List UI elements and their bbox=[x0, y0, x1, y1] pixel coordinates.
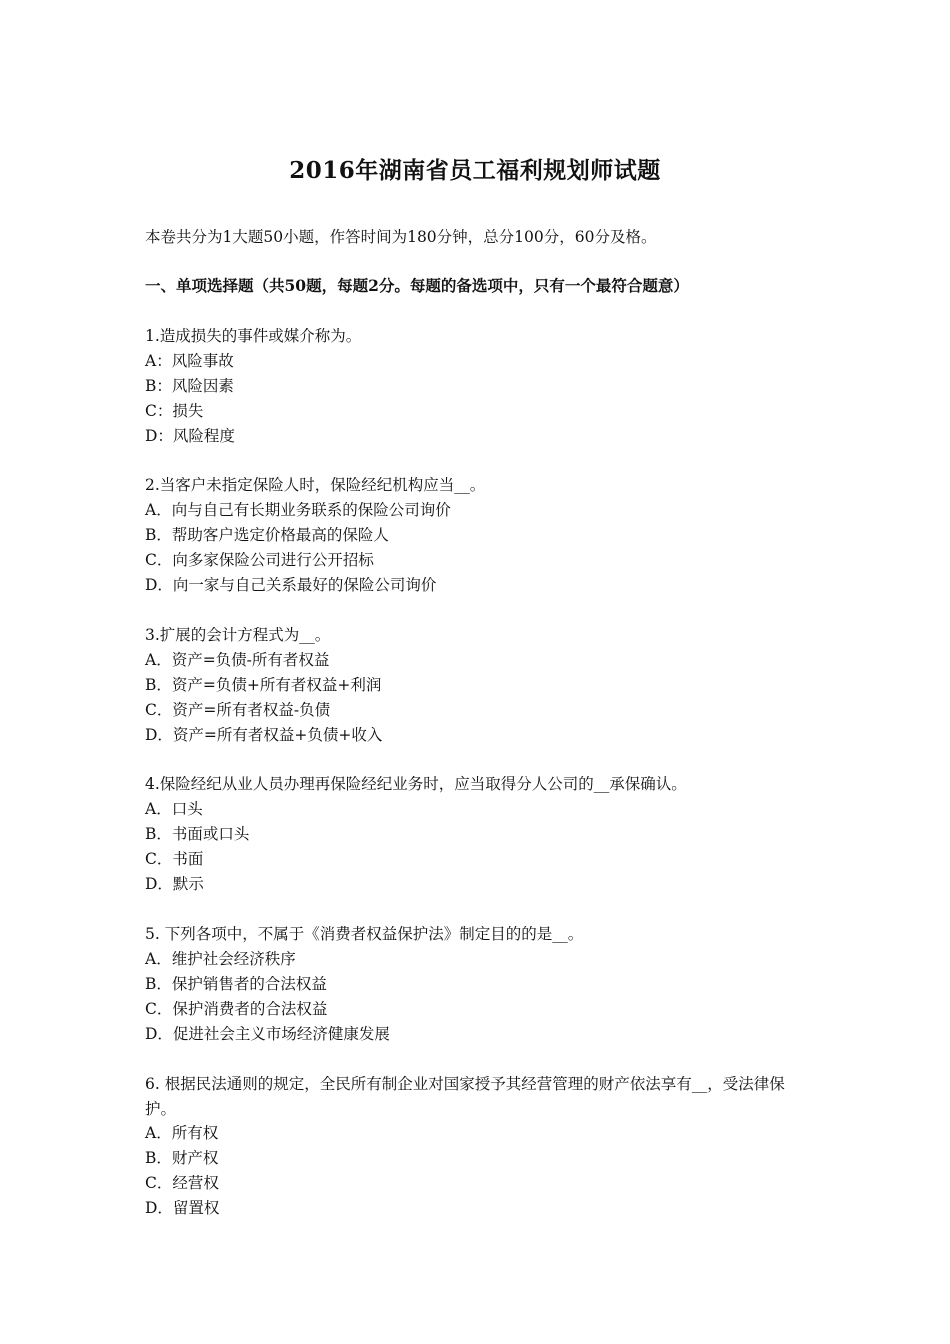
question-option: C．保护消费者的合法权益 bbox=[145, 1000, 328, 1018]
question-stem: 6. 根据民法通则的规定，全民所有制企业对国家授予其经营管理的财产依法享有__，受法律保护。 bbox=[145, 1075, 785, 1118]
question-option: A．向与自己有长期业务联系的保险公司询价 bbox=[145, 501, 451, 519]
page-title: 2016年湖南省员工福利规划师试题 bbox=[289, 157, 661, 184]
question-option: A．所有权 bbox=[145, 1124, 219, 1142]
question-stem: 4.保险经纪从业人员办理再保险经纪业务时，应当取得分人公司的__承保确认。 bbox=[145, 775, 687, 793]
question-option: D．向一家与自己关系最好的保险公司询价 bbox=[145, 576, 437, 594]
question-option: A．口头 bbox=[145, 800, 203, 818]
question-option: D．资产=所有者权益+负债+收入 bbox=[145, 726, 383, 744]
question-option: C．经营权 bbox=[145, 1174, 219, 1192]
section-heading: 一、单项选择题（共50题，每题2分。每题的备选项中，只有一个最符合题意） bbox=[145, 276, 689, 295]
question-option: A．资产=负债-所有者权益 bbox=[145, 651, 330, 669]
question-option: B．财产权 bbox=[145, 1149, 219, 1167]
question-option: B．资产=负债+所有者权益+利润 bbox=[145, 676, 382, 694]
question-option: B．书面或口头 bbox=[145, 825, 250, 843]
exam-intro: 本卷共分为1大题50小题，作答时间为180分钟，总分100分，60分及格。 bbox=[145, 228, 657, 246]
question-option: B．保护销售者的合法权益 bbox=[145, 975, 327, 993]
question-option: C．向多家保险公司进行公开招标 bbox=[145, 551, 374, 569]
question-stem: 5. 下列各项中，不属于《消费者权益保护法》制定目的的是__。 bbox=[145, 925, 584, 943]
question-option: A：风险事故 bbox=[145, 352, 234, 370]
question-option: D．默示 bbox=[145, 875, 204, 893]
question-option: D．留置权 bbox=[145, 1199, 220, 1217]
question-option: D：风险程度 bbox=[145, 427, 235, 445]
question-option: C．资产=所有者权益-负债 bbox=[145, 701, 331, 719]
question-stem: 3.扩展的会计方程式为__。 bbox=[145, 626, 331, 644]
question-stem: 1.造成损失的事件或媒介称为。 bbox=[145, 327, 362, 345]
question-option: C：损失 bbox=[145, 402, 204, 420]
question-option: C．书面 bbox=[145, 850, 204, 868]
question-option: A．维护社会经济秩序 bbox=[145, 950, 296, 968]
question-option: B：风险因素 bbox=[145, 377, 234, 395]
question-option: B．帮助客户选定价格最高的保险人 bbox=[145, 526, 389, 544]
question-stem: 2.当客户未指定保险人时，保险经纪机构应当__。 bbox=[145, 476, 486, 494]
question-option: D．促进社会主义市场经济健康发展 bbox=[145, 1025, 390, 1043]
